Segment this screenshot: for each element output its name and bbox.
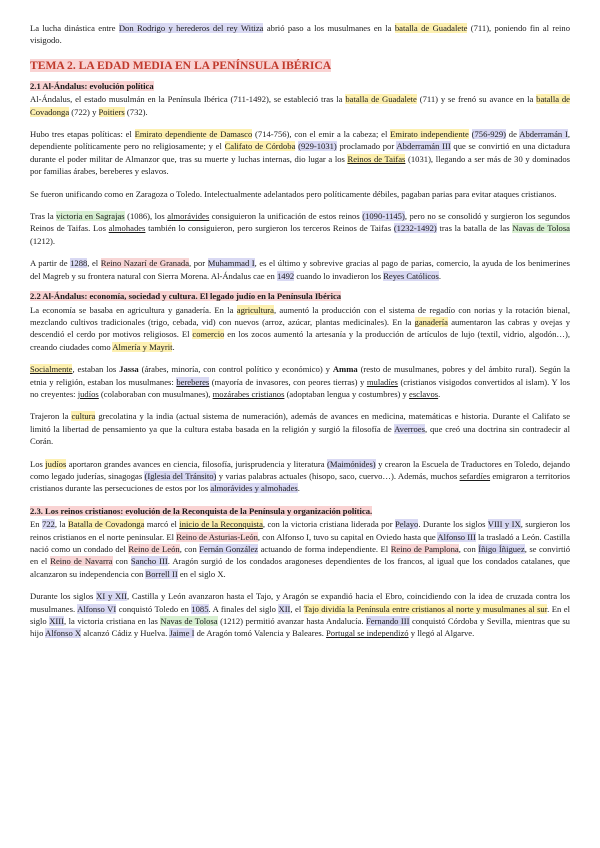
body-paragraph	[30, 93, 570, 118]
highlighted-text: Califato de Córdoba	[224, 141, 296, 152]
highlighted-text: Reino de Pamplona	[390, 544, 459, 554]
text-run: , con la victoria cristiana liderada por	[262, 519, 395, 530]
text-run: y crearon la Escuela de Traductores en Toledo, dejando como legado juderías, sinagogas	[30, 458, 570, 481]
text-run: conquistó Toledo en	[116, 603, 192, 614]
text-run: tras la batalla de las	[436, 223, 513, 234]
text-run: , pero no se consolidó y surgieron los segundos Reinos de Taifas. Los	[30, 211, 570, 234]
highlighted-text: Emirato dependiente de Damasco	[134, 129, 253, 140]
text-run: (1086), los	[124, 211, 168, 222]
text-run: , se convirtió en el	[30, 544, 571, 567]
body-paragraph	[30, 257, 570, 282]
text-run: de Aragón tomó Valencia y Baleares.	[194, 628, 327, 639]
topic-title: TEMA 2. LA EDAD MEDIA EN LA PENÍNSULA IBÉRICA	[30, 58, 332, 72]
text-run: proclamado por	[336, 141, 397, 152]
text-run: , dependiente políticamente pero no religiosamente; y el	[30, 129, 570, 152]
text-run: Durante los siglos	[30, 591, 97, 602]
text-run: consiguieron la unificación de estos reinos	[209, 211, 363, 222]
highlighted-text: Emirato independiente	[390, 129, 469, 140]
text-run: , estaban los	[72, 364, 120, 375]
text-run: , el	[87, 258, 101, 269]
text-run: emigraron a territorios cristianos durante las persecuciones de estos por los	[30, 470, 571, 494]
highlighted-text: Pelayo	[394, 519, 419, 530]
text-run: , con	[458, 544, 479, 554]
intro-paragraph	[30, 22, 570, 47]
highlighted-text: 1288	[70, 258, 88, 269]
text-run: , que creó una doctrina sin contradecir al Corán.	[30, 423, 570, 447]
body-paragraph	[30, 210, 570, 247]
section-heading-2-3: 2.3. Los reinos cristianos: evolución de la Reconquista de la Península y organización política.	[30, 505, 373, 516]
body-paragraph	[30, 363, 570, 400]
section-heading-2-1: 2.1 Al-Ándalus: evolución política	[30, 80, 154, 91]
highlighted-text: (929-1031)	[298, 141, 337, 152]
text-run: Al-Ándalus, el estado musulmán en la Península Ibérica (711-1492), se estableció tras la	[30, 94, 346, 105]
underlined-text: Portugal se independizó	[326, 628, 409, 639]
text-run: .	[438, 270, 441, 281]
text-run: . Durante los siglos	[418, 519, 488, 530]
text-run: la trasladó a León. Castilla nació como un condado del	[30, 531, 570, 554]
section-heading-2-2: 2.2 Al-Ándalus: economía, sociedad y cultura. El legado judío en la Península Ibérica	[30, 291, 342, 302]
text-run: también lo consiguieron, pero surgieron los terceros Reinos de Taifas	[145, 223, 394, 234]
text-run: (732).	[124, 106, 148, 117]
text-run: abrió paso a los musulmanes en la	[263, 23, 395, 33]
highlighted-text: 1492	[276, 270, 295, 281]
highlighted-text: comercio	[192, 329, 225, 340]
text-run: (714-756), con el emir a la cabeza; el	[252, 129, 391, 140]
body-paragraph	[30, 590, 570, 640]
text-run: Tras la	[30, 211, 57, 222]
body-paragraph	[30, 518, 570, 580]
text-run: . En el siglo	[30, 603, 570, 627]
highlighted-text: (Maimónides)	[326, 458, 376, 469]
text-run: (711), poniendo fin al reino visigodo.	[30, 23, 571, 46]
highlighted-text: Reino de León	[128, 544, 180, 554]
text-run: aumentaron las cabras y ovejas y descendió el cerdo por motivos religiosos. El	[30, 316, 570, 340]
text-run: . A finales del siglo	[208, 603, 279, 614]
highlighted-text: Socialmente	[30, 364, 73, 375]
highlighted-text: (1090-1145)	[362, 211, 405, 222]
highlighted-text: cultura	[71, 411, 96, 422]
text-run: La economía se basaba en agricultura y ganadería. En la	[30, 304, 237, 315]
highlighted-text: 722	[41, 519, 55, 530]
highlighted-text: (1232-1492)	[393, 223, 437, 234]
text-run: (711) y se frenó su avance en la	[416, 94, 537, 105]
highlighted-text: batalla de Covadonga	[30, 94, 570, 117]
text-run: , la	[54, 519, 69, 530]
highlighted-text: inicio de la Reconquista	[179, 519, 263, 530]
text-run: (mayoría de invasores, con peores tierras) y	[209, 376, 367, 387]
text-run: y llegó al Algarve.	[408, 628, 475, 639]
text-run: , por	[189, 258, 208, 269]
highlighted-text: Muhammad I	[207, 258, 255, 269]
body-paragraph	[30, 410, 570, 447]
text-run: (722) y	[69, 106, 99, 117]
highlighted-text: Alfonso VI	[77, 603, 117, 614]
highlighted-text: Borrell II	[145, 568, 178, 579]
text-run: .	[297, 483, 300, 494]
highlighted-text: Navas de Tolosa	[512, 223, 570, 234]
text-run: , surgieron los reinos cristianos en el norte peninsular. El	[30, 519, 570, 542]
body-paragraph	[30, 128, 570, 178]
text-run: en los zocos aumentó la artesanía y la producción de artículos de lujo (textil, vidrio, algodón…), creando ciudades como	[30, 329, 571, 352]
body-paragraph	[30, 458, 570, 495]
highlighted-text: ganadería	[414, 316, 448, 327]
highlighted-text: Tajo dividía la Península entre cristianos al norte y musulmanes al sur	[303, 603, 548, 614]
highlighted-text: Reino de Navarra	[50, 556, 113, 567]
text-run: .	[438, 388, 441, 399]
text-run: , aumentó la producción con el sistema de regadío con norias y la rotación bienal, mezclando cultivos tradicionales (trigo, cebada, vid) con nuevos (arroz, azúcar, plantas medicinales). En la	[30, 304, 570, 327]
body-paragraph	[30, 188, 570, 200]
text-run: marcó el	[144, 519, 180, 530]
text-run: y varias palabras actuales (hisopo, saco, cuervo…). Además, muchos	[216, 470, 460, 481]
highlighted-text: XIII	[49, 616, 65, 627]
text-run: con	[112, 556, 131, 567]
underlined-text: almorávides	[167, 211, 210, 222]
highlighted-text: Reyes Católicos	[383, 270, 439, 281]
highlighted-text: Reino de Asturias-León	[176, 531, 258, 542]
highlighted-text: Íñigo Íñiguez	[478, 544, 525, 554]
text-run: actuando de forma independiente. El	[258, 544, 391, 554]
text-run: conquistó Córdoba y Sevilla, mientras que su hijo	[30, 616, 570, 639]
text-run: Hubo tres etapas políticas: el	[30, 129, 135, 140]
underlined-text: muladíes	[366, 376, 398, 387]
text-run: . Aragón surgió de los condados aragoneses dependientes de los francos, al igual que los condados catalanes, que alcanzaron su independencia con	[30, 556, 570, 579]
highlighted-text: Jaime I	[169, 628, 195, 639]
highlighted-text: XII	[278, 603, 291, 614]
text-run: grecolatina y la india (actual sistema de numeración), además de avances en medicina, matemáticas e historia. Durante el Califato se limitó la libertad de pensamiento ya que la cultura estaba basada en la religión y surgió la filosofía de	[30, 411, 571, 434]
text-run: alcanzó Cádiz y Huelva.	[81, 628, 170, 639]
text-run: , la victoria cristiana en las	[64, 616, 161, 627]
highlighted-text: agricultura	[236, 304, 274, 315]
underlined-text: almohades	[108, 223, 146, 234]
highlighted-text: batalla de Guadalete	[394, 23, 468, 33]
underlined-text: sefardíes	[459, 470, 491, 481]
text-run: , con	[179, 544, 200, 554]
text-run: aportaron grandes avances en ciencia, filosofía, jurisprudencia y literatura	[66, 458, 327, 469]
highlighted-text: Abderramán III	[396, 141, 451, 152]
highlighted-text: Batalla de Covadonga	[68, 519, 145, 530]
highlighted-text: bereberes	[176, 376, 210, 387]
text-run: Se fueron unificando como en Zaragoza o Toledo. Intelectualmente adelantados pero políticamente débiles, pagaban parias para evitar ataques cristianos.	[30, 188, 557, 199]
text-run: Jassa	[119, 364, 139, 375]
highlighted-text: Averroes	[394, 423, 425, 434]
highlighted-text: Don Rodrigo y herederos del rey Witiza	[118, 23, 264, 33]
underlined-text: judíos	[77, 388, 99, 399]
highlighted-text: Alfonso X	[45, 628, 82, 639]
highlighted-text: batalla de Guadalete	[345, 94, 417, 105]
text-run: (1212).	[30, 235, 56, 246]
highlighted-text: (Iglesia del Tránsito)	[144, 470, 217, 481]
text-run: .	[172, 341, 175, 352]
underlined-text: mozárabes cristianos	[212, 388, 285, 399]
highlighted-text: Sancho III	[130, 556, 168, 567]
text-run: (árabes, minoría, con control político y económico) y	[138, 364, 333, 375]
highlighted-text: Navas de Tolosa	[160, 616, 218, 627]
text-run: (resto de musulmanes, pobres y del ámbito rural). Según la etnia y religión, estaban los musulmanes:	[30, 364, 570, 387]
highlighted-text: Reino Nazarí de Granada	[100, 258, 190, 269]
highlighted-text: Almería y Mayrit	[112, 341, 173, 352]
text-run: Los	[30, 458, 46, 469]
text-run: A partir de	[30, 258, 71, 269]
highlighted-text: Fernando III	[365, 616, 410, 627]
highlighted-text: VIII y IX	[487, 519, 521, 530]
text-run: , Castilla y León avanzaron hasta el Tajo, y Aragón se expandió hacia el Ebro, coincidiendo con la idea de cruzada contra los musulmanes.	[30, 591, 570, 614]
body-paragraph	[30, 304, 570, 354]
text-run: (1031), llegando a ser más de 30 y dominados por familias árabes, bereberes y eslavos.	[30, 153, 570, 177]
text-run: En	[30, 519, 42, 530]
text-run: Trajeron la	[30, 411, 72, 422]
highlighted-text: almorávides y almohades	[210, 483, 298, 494]
highlighted-text: Alfonso III	[437, 531, 476, 542]
highlighted-text: XI y XII	[96, 591, 127, 602]
highlighted-text: victoria en Sagrajas	[56, 211, 125, 222]
highlighted-text: 1085	[191, 603, 209, 614]
text-run: de	[506, 129, 520, 140]
text-run: La lucha dinástica entre	[30, 23, 119, 33]
text-run: , con Alfonso I, tuvo su capital en Oviedo hasta que	[257, 531, 438, 542]
text-run: cuando lo invadieron los	[294, 270, 384, 281]
text-run: Amma	[332, 364, 358, 375]
highlighted-text: (756-929)	[471, 129, 507, 140]
text-run: que se convirtió en una dictadura durante el poder militar de Almanzor que, tras su muerte y luchas internas, dio lugar a los	[30, 141, 571, 164]
text-run: (colaboraban con musulmanes),	[98, 388, 213, 399]
text-run: (1212) permitió avanzar hasta Andalucía.	[217, 616, 366, 627]
text-run: (adoptaban lengua y costumbres) y	[284, 388, 409, 399]
underlined-text: esclavos	[409, 388, 439, 399]
text-run: , es el último y sobrevive gracias al pago de parias, comercio, la ayuda de los benimerines del Magreb y su frontera natural con Sierra Morena. Al-Ándalus cae en	[30, 258, 571, 281]
highlighted-text: Fernán González	[199, 544, 259, 554]
text-run: , el	[290, 603, 304, 614]
highlighted-text: Abderramán I	[519, 129, 568, 140]
highlighted-text: Poitiers	[98, 106, 125, 117]
highlighted-text: Reinos de Taifas	[347, 153, 406, 164]
text-run: (cristianos visigodos convertidos al islam). Y los no creyentes:	[30, 376, 571, 399]
text-run: en el siglo X.	[177, 568, 226, 579]
highlighted-text: judíos	[45, 458, 67, 469]
